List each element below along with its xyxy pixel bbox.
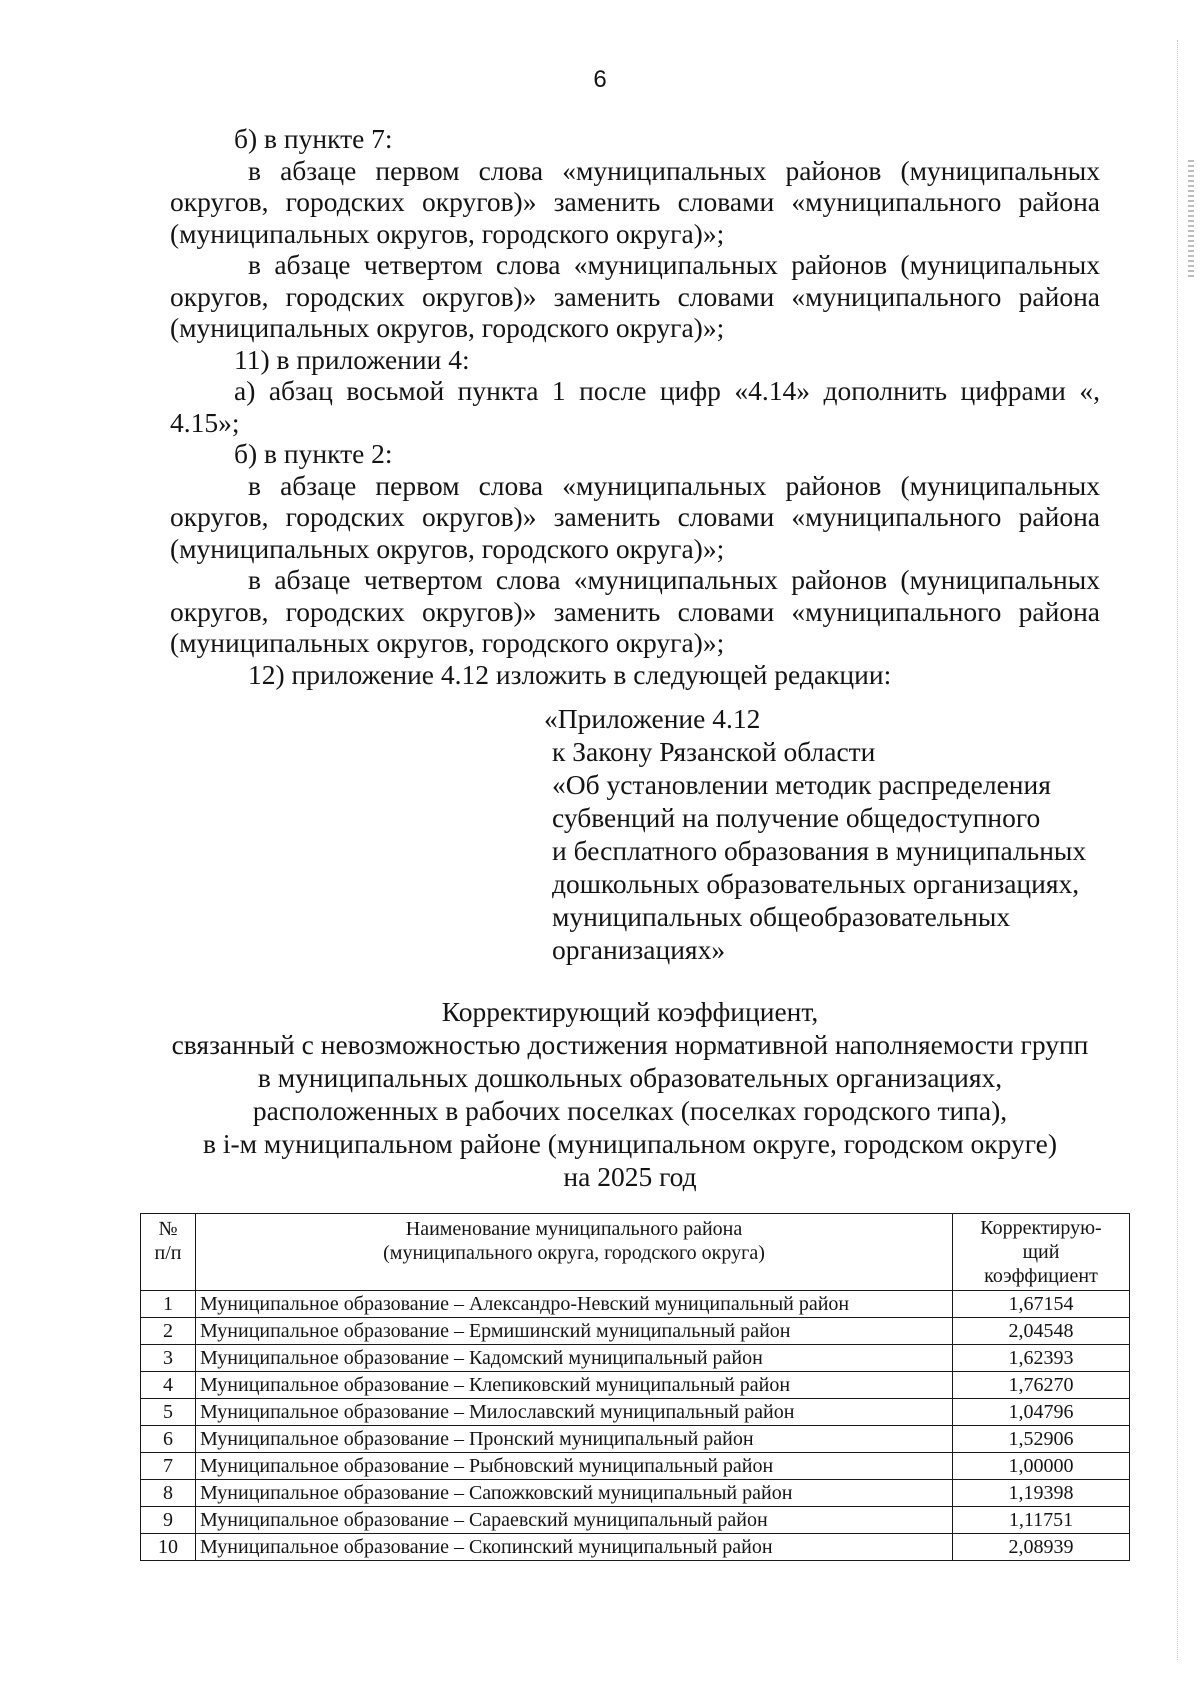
table-row [141,1291,1130,1318]
row-coefficient: 1,19398 [953,1480,1130,1507]
appendix-line: муниципальных общеобразовательных [552,901,1011,932]
row-name: Муниципальное образование – Александро-Невский муниципальный район [196,1291,953,1318]
title-line: связанный с невозможностью достижения нормативной наполняемости групп [171,1029,1089,1060]
row-number: 7 [141,1453,196,1480]
table-row [141,1399,1130,1426]
paragraph: в абзаце четвертом слова «муниципальных районов (муниципальных округов, городских округов)» заменить словами «муниципального района (муниципальных округов, городского округа)»; [170,564,1100,658]
row-number: 8 [141,1480,196,1507]
table-row [141,1507,1130,1534]
appendix-line: «Приложение 4.12 [544,703,761,734]
paragraph: 12) приложение 4.12 изложить в следующей редакции: [248,658,892,690]
row-name: Муниципальное образование – Сапожковский муниципальный район [196,1480,953,1507]
appendix-line: дошкольных образовательных организациях, [552,868,1080,899]
row-number: 1 [141,1291,196,1318]
table-row [141,1453,1130,1480]
row-coefficient: 1,52906 [953,1426,1130,1453]
table-header-row [141,1214,1130,1291]
row-name: Муниципальное образование – Милославский муниципальный район [196,1399,953,1426]
row-number: 4 [141,1372,196,1399]
paragraph: б) в пункте 7: [234,123,393,154]
scan-edge-artifact [1177,40,1200,1660]
row-coefficient: 1,04796 [953,1399,1130,1426]
row-coefficient: 2,04548 [953,1318,1130,1345]
scan-mark-artifact [1188,160,1194,280]
title-line: в i-м муниципальном районе (муниципальном округе, городском округе) [202,1128,1058,1159]
paragraph: б) в пункте 2: [234,438,393,469]
row-coefficient: 1,62393 [953,1345,1130,1372]
paragraph: 11) в приложении 4: [234,343,470,375]
title-line: на 2025 год [563,1161,697,1192]
row-coefficient: 2,08939 [953,1534,1130,1561]
table-row [141,1426,1130,1453]
row-name: Муниципальное образование – Ермишинский муниципальный район [196,1318,953,1345]
header-coefficient: Корректирую- щий коэффициент [953,1214,1130,1291]
table-row [141,1372,1130,1399]
row-coefficient: 1,67154 [953,1291,1130,1318]
appendix-line: и бесплатного образования в муниципальных [552,835,1087,866]
row-name: Муниципальное образование – Кадомский муниципальный район [196,1345,953,1372]
row-coefficient: 1,11751 [953,1507,1130,1534]
row-coefficient: 1,76270 [953,1372,1130,1399]
appendix-line: «Об установлении методик распределения [552,769,1051,800]
row-number: 6 [141,1426,196,1453]
row-name: Муниципальное образование – Скопинский муниципальный район [196,1534,953,1561]
row-name: Муниципальное образование – Клепиковский муниципальный район [196,1372,953,1399]
row-number: 9 [141,1507,196,1534]
title-line: Корректирующий коэффициент, [441,996,819,1027]
document-body [170,123,1100,690]
appendix-line: организациях» [552,934,726,965]
table-row [141,1318,1130,1345]
appendix-line: субвенций на получение общедоступного [552,802,1041,833]
row-coefficient: 1,00000 [953,1453,1130,1480]
table-row [141,1480,1130,1507]
appendix-line: к Закону Рязанской области [552,736,876,767]
paragraph: в абзаце первом слова «муниципальных районов (муниципальных округов, городских округов)» заменить словами «муниципального района (муниципальных округов, городского округа)»; [170,154,1100,249]
row-name: Муниципальное образование – Сараевский муниципальный район [196,1507,953,1534]
table-title [150,995,1110,1193]
appendix-header [544,702,1112,966]
row-name: Муниципальное образование – Рыбновский муниципальный район [196,1453,953,1480]
row-number: 10 [141,1534,196,1561]
row-name: Муниципальное образование – Пронский муниципальный район [196,1426,953,1453]
row-number: 2 [141,1318,196,1345]
coefficient-table [140,1213,1130,1561]
header-num: № п/п [141,1214,196,1291]
row-number: 3 [141,1345,196,1372]
page-number: 6 [593,66,607,93]
table-row [141,1534,1130,1561]
title-line: в муниципальных дошкольных образовательных организациях, [257,1062,1003,1093]
header-name: Наименование муниципального района (муниципального округа, городского округа) [196,1214,953,1291]
row-number: 5 [141,1399,196,1426]
paragraph: в абзаце первом слова «муниципальных районов (муниципальных округов, городских округов)» заменить словами «муниципального района (муниципальных округов, городского округа)»; [170,469,1100,564]
paragraph: а) абзац восьмой пункта 1 после цифр «4.14» дополнить цифрами «, 4.15»; [170,375,1100,438]
table-row [141,1345,1130,1372]
paragraph: в абзаце четвертом слова «муниципальных районов (муниципальных округов, городских округов)» заменить словами «муниципального района (муниципальных округов, городского округа)»; [170,249,1100,343]
title-line: расположенных в рабочих поселках (поселках городского типа), [252,1095,1008,1126]
